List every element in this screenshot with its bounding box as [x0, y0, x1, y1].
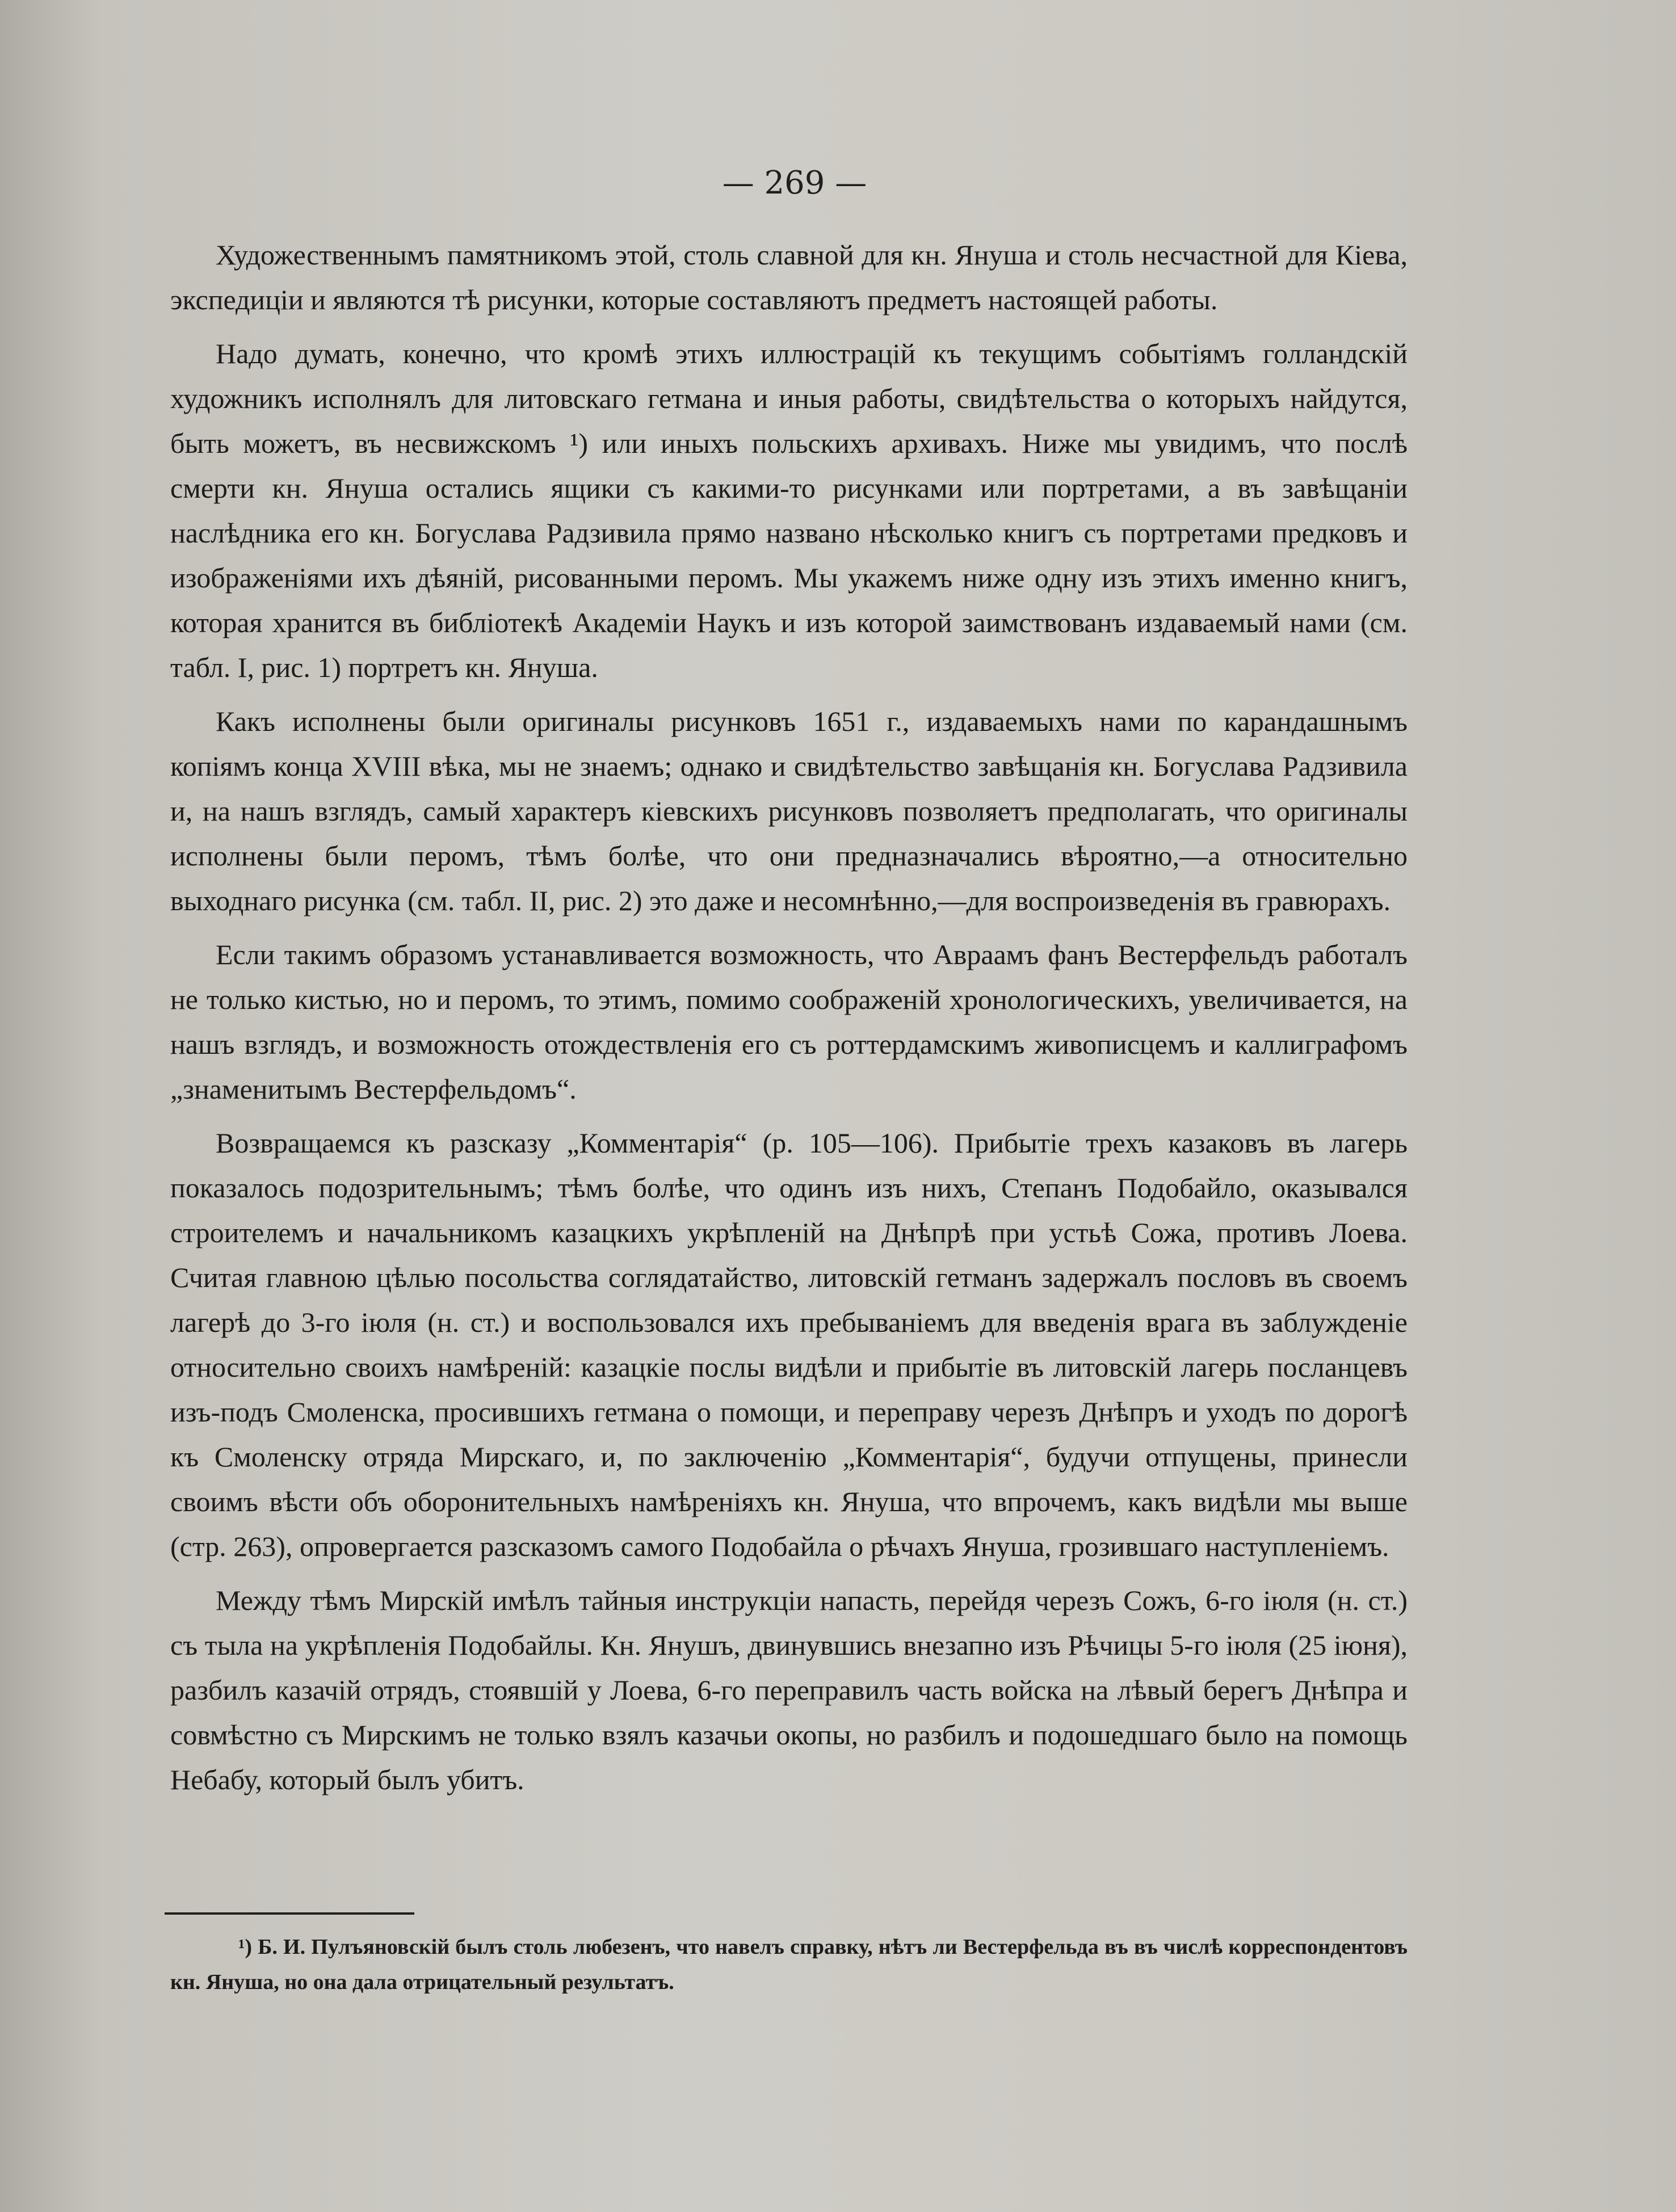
page-number: — 269 —	[722, 165, 867, 201]
footnote: ¹) Б. И. Пулъяновскій былъ столь любезенъ, что навелъ справку, нѣтъ ли Вестерфельда въ въ числѣ корреспондентовъ кн. Януша, но она дала отрицательный результатъ.	[170, 1935, 1408, 1994]
paragraph-6: Между тѣмъ Мирскій имѣлъ тайныя инструкціи напасть, перейдя черезъ Сожъ, 6-го іюля (н. ст.) съ тыла на укрѣпленія Подобайлы. Кн. Янушъ, двинувшись внезапно изъ Рѣчицы 5-го іюля (25 іюня), разбилъ казачій отрядъ, стоявшій у Лоева, 6-го переправилъ часть войска на лѣвый берегъ Днѣпра и совмѣстно съ Мирскимъ не только взялъ казачьи окопы, но разбилъ и подошедшаго было на помощь Небабу, который былъ убитъ.	[170, 1584, 1408, 1795]
paragraph-2: Надо думать, конечно, что кромѣ этихъ иллюстрацій къ текущимъ событіямъ голландскій художникъ исполнялъ для литовскаго гетмана и иныя работы, свидѣтельства о которыхъ найдутся, быть можетъ, въ несвижскомъ ¹) или иныхъ польскихъ архивахъ. Ниже мы увидимъ, что послѣ смерти кн. Януша остались ящики съ какими-то рисунками или портретами, а въ завѣщаніи наслѣдника его кн. Богуслава Радзивила прямо названо нѣсколько книгъ съ портретами предковъ и изображеніями ихъ дѣяній, рисованными перомъ. Мы укажемъ ниже одну изъ этихъ именно книгъ, которая хранится въ библіотекѣ Академіи Наукъ и изъ которой заимствованъ издаваемый нами (см. табл. I, рис. 1) портретъ кн. Януша.	[170, 338, 1408, 683]
footnote-divider	[165, 1912, 414, 1915]
body-text	[170, 233, 1408, 1802]
paragraph-5: Возвращаемся къ разсказу „Комментарія“ (p. 105—106). Прибытіе трехъ казаковъ въ лагерь показалось подозрительнымъ; тѣмъ болѣе, что одинъ изъ нихъ, Степанъ Подобайло, оказывался строителемъ и начальникомъ казацкихъ укрѣпленій на Днѣпрѣ при устьѣ Сожа, противъ Лоева. Считая главною цѣлью посольства соглядатайство, литовскій гетманъ задержалъ пословъ въ своемъ лагерѣ до 3-го іюля (н. ст.) и воспользовался ихъ пребываніемъ для введенія врага въ заблужденіе относительно своихъ намѣреній: казацкіе послы видѣли и прибытіе въ литовскій лагерь посланцевъ изъ-подъ Смоленска, просившихъ гетмана о помощи, и переправу черезъ Днѣпръ и уходъ по дорогѣ къ Смоленску отряда Мирскаго, и, по заключенію „Комментарія“, будучи отпущены, принесли своимъ вѣсти объ оборонительныхъ намѣреніяхъ кн. Януша, что впрочемъ, какъ видѣли мы выше (стр. 263), опровергается разсказомъ самого Подобайла о рѣчахъ Януша, грозившаго наступленіемъ.	[170, 1127, 1408, 1562]
paragraph-3: Какъ исполнены были оригиналы рисунковъ 1651 г., издаваемыхъ нами по карандашнымъ копіямъ конца XVIII вѣка, мы не знаемъ; однако и свидѣтельство завѣщанія кн. Богуслава Радзивила и, на нашъ взглядъ, самый характеръ кіевскихъ рисунковъ позволяетъ предполагать, что оригиналы исполнены были перомъ, тѣмъ болѣе, что они предназначались вѣроятно,—а относительно выходнаго рисунка (см. табл. II, рис. 2) это даже и несомнѣнно,—для воспроизведенія въ гравюрахъ.	[170, 705, 1408, 916]
paragraph-1: Художественнымъ памятникомъ этой, столь славной для кн. Януша и столь несчастной для Кіева, экспедиціи и являются тѣ рисунки, которые составляютъ предметъ настоящей работы.	[170, 239, 1408, 316]
paragraph-4: Если такимъ образомъ устанавливается возможность, что Авраамъ фанъ Вестерфельдъ работалъ не только кистью, но и перомъ, то этимъ, помимо соображеній хронологическихъ, увеличивается, на нашъ взглядъ, и возможность отождествленія его съ роттердамскимъ живописцемъ и каллиграфомъ „знаменитымъ Вестерфельдомъ“.	[170, 939, 1408, 1105]
